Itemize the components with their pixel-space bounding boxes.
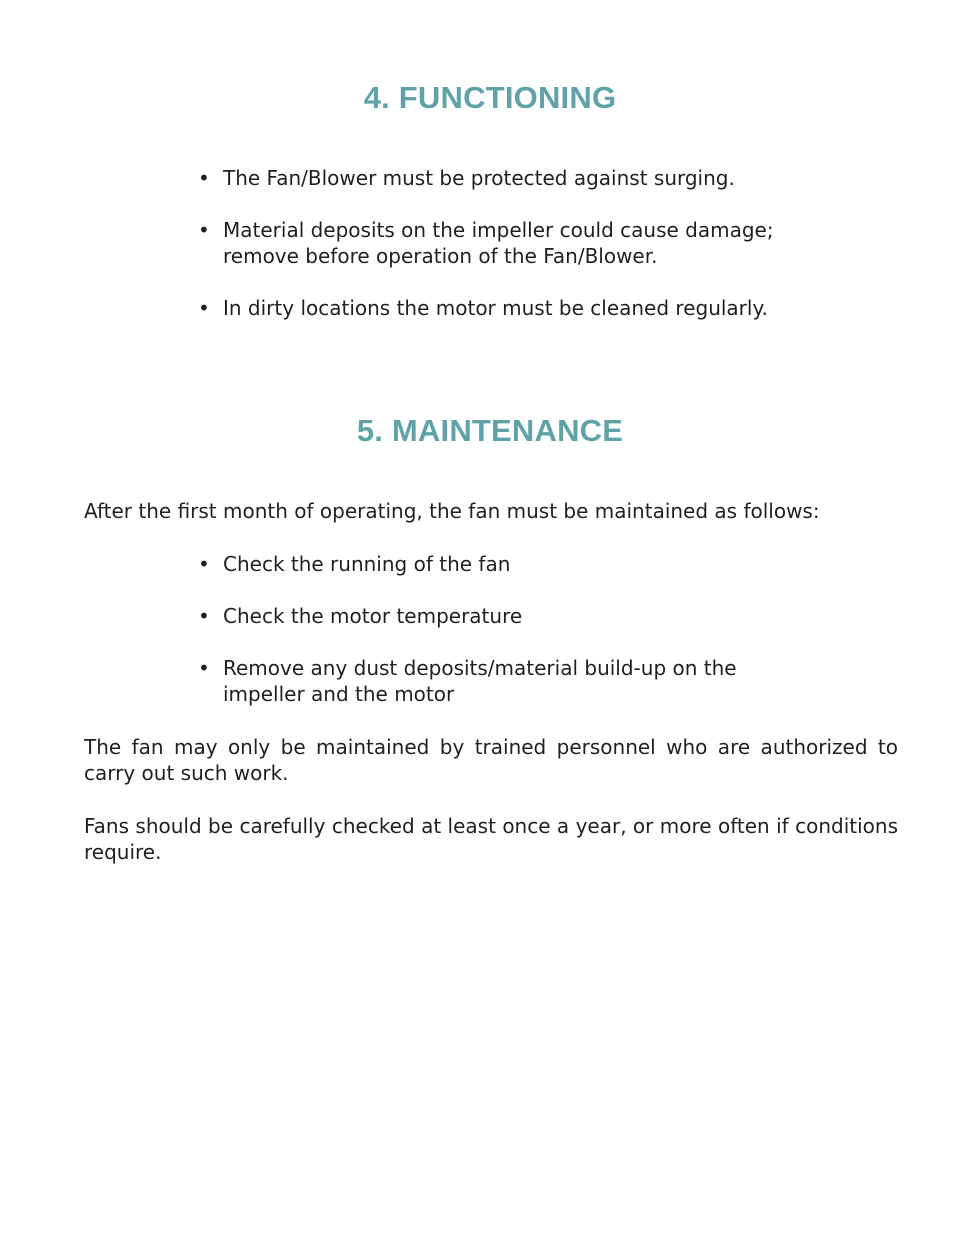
list-item-text: Check the motor temperature bbox=[223, 604, 523, 628]
functioning-heading: 4. FUNCTIONING bbox=[363, 80, 617, 115]
list-item-text-continued: impeller and the motor bbox=[223, 682, 455, 706]
bullet-icon: • bbox=[198, 656, 210, 680]
list-item bbox=[198, 295, 774, 321]
list-item-text: The Fan/Blower must be protected against surging. bbox=[223, 166, 735, 190]
functioning-list bbox=[198, 165, 774, 321]
maintenance-intro: After the first month of operating, the fan must be maintained as follows: bbox=[84, 499, 820, 523]
list-item-text: Remove any dust deposits/material build-up on the bbox=[223, 656, 737, 680]
bullet-icon: • bbox=[198, 218, 210, 242]
list-item-text: Check the running of the fan bbox=[223, 552, 511, 576]
maintenance-personnel-paragraph: The fan may only be maintained by trained personnel who are authorized to carry out such work. bbox=[84, 735, 898, 785]
maintenance-heading: 5. MAINTENANCE bbox=[356, 413, 624, 448]
list-item bbox=[198, 655, 737, 707]
bullet-icon: • bbox=[198, 296, 210, 320]
bullet-icon: • bbox=[198, 166, 210, 190]
list-item bbox=[198, 165, 774, 191]
list-item-text: In dirty locations the motor must be cleaned regularly. bbox=[223, 296, 768, 320]
bullet-icon: • bbox=[198, 604, 210, 628]
list-item bbox=[198, 217, 774, 269]
list-item-text-continued: remove before operation of the Fan/Blower. bbox=[223, 244, 658, 268]
list-item bbox=[198, 551, 737, 577]
maintenance-list bbox=[198, 551, 737, 707]
bullet-icon: • bbox=[198, 552, 210, 576]
list-item bbox=[198, 603, 737, 629]
list-item-text: Material deposits on the impeller could cause damage; bbox=[223, 218, 774, 242]
maintenance-inspection-paragraph: Fans should be carefully checked at least once a year, or more often if conditions require. bbox=[84, 814, 898, 864]
